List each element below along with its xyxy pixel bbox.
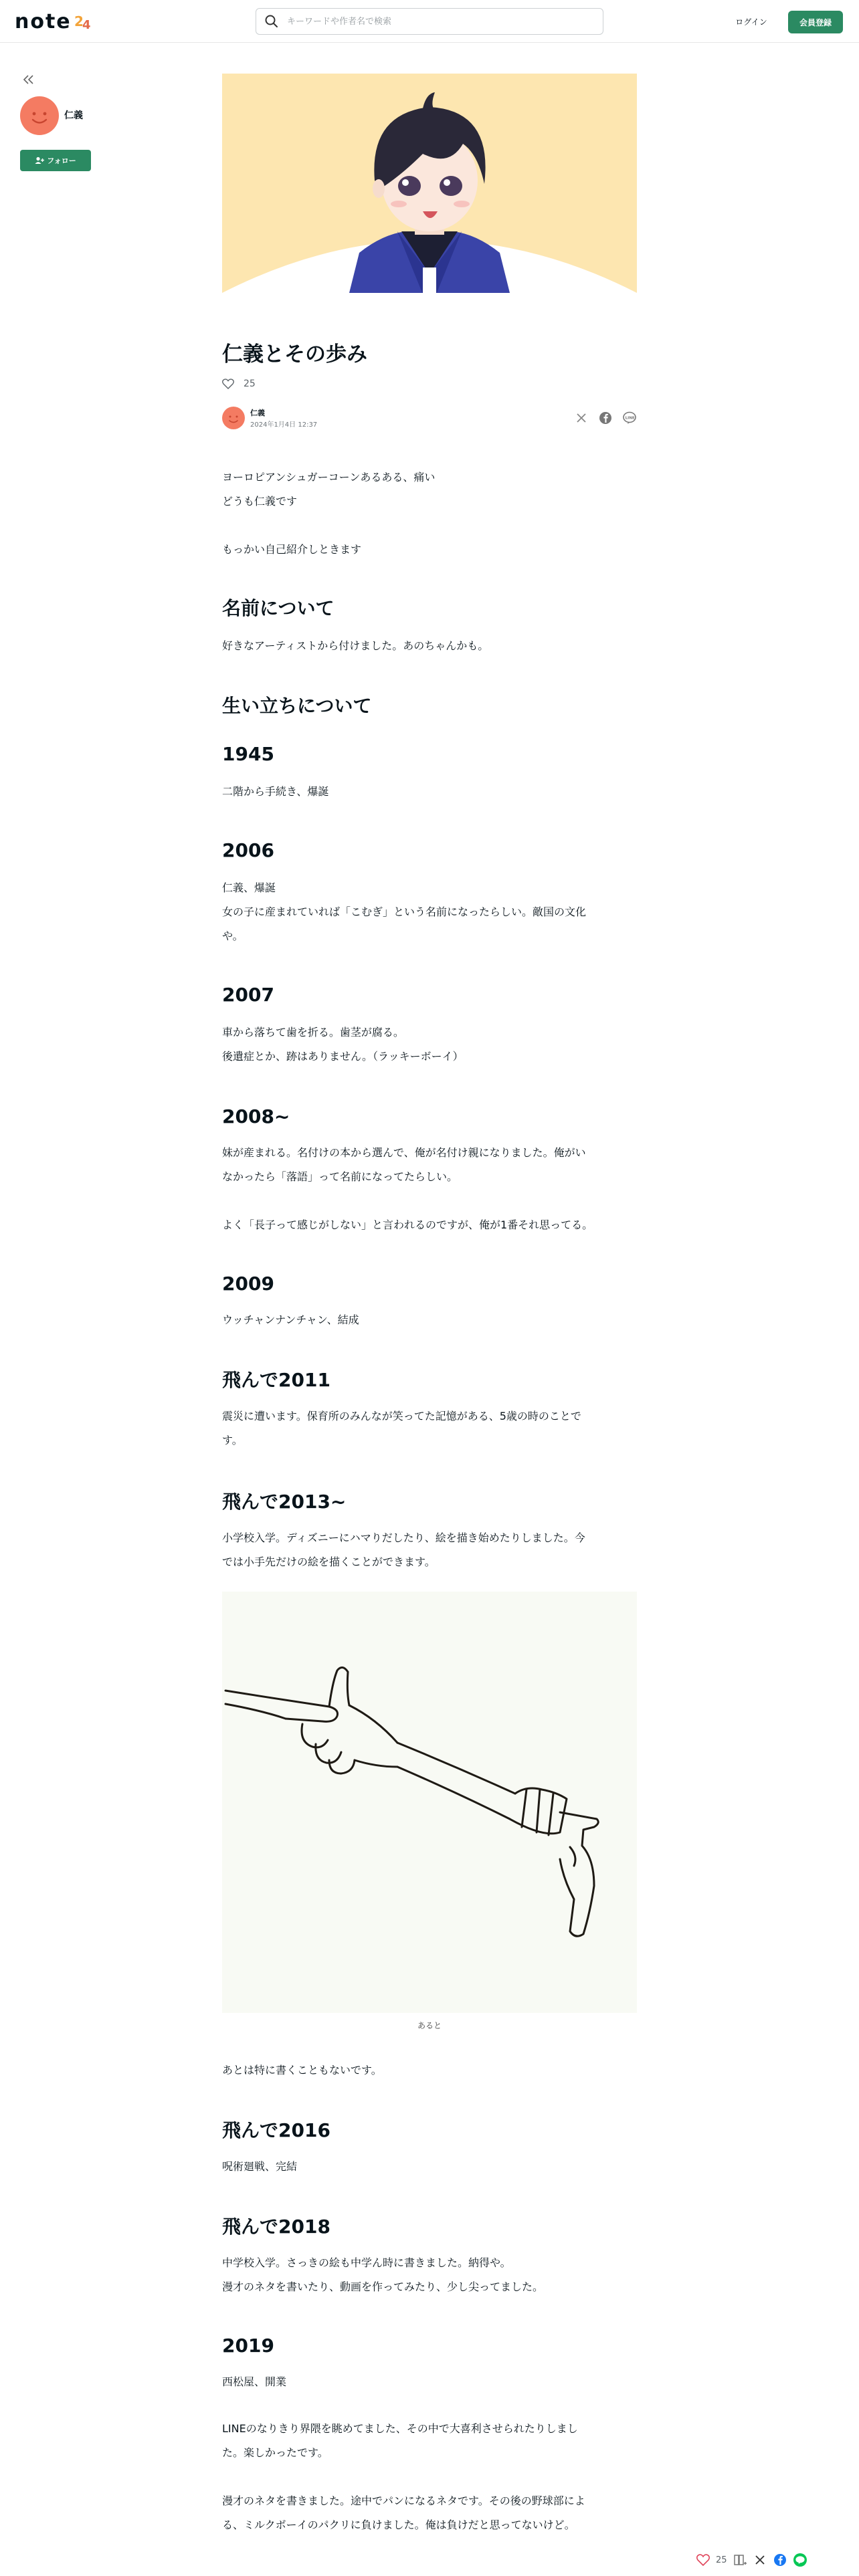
section-heading: 飛んで2018 <box>222 2216 330 2238</box>
sidebar-author-name[interactable]: 仁義 <box>64 110 83 121</box>
paragraph <box>222 2489 637 2537</box>
site-header <box>0 0 859 43</box>
paragraph <box>222 2251 637 2299</box>
article-title: 仁義とその歩み <box>222 342 367 366</box>
section-heading: 2019 <box>222 2335 274 2357</box>
section-heading: 飛んで2011 <box>222 1369 330 1391</box>
section-heading: 2006 <box>222 839 274 861</box>
paragraph-line: 震災に遭います。保育所のみんなが笑ってた記憶がある、5歳の時のことで <box>222 1410 581 1422</box>
search-input[interactable] <box>286 16 583 27</box>
paragraph <box>222 538 637 562</box>
character-illustration <box>222 74 637 293</box>
paragraph-line: なかったら「落語」って名前になってたらしい。 <box>222 1170 458 1183</box>
paragraph-line: 中学校入学。さっきの絵も中学ん時に書きました。納得や。 <box>222 2256 511 2269</box>
logo-mark-icon <box>73 10 96 33</box>
paragraph-line: 呪術廻戦、完結 <box>222 2160 298 2173</box>
heart-icon[interactable] <box>222 379 234 389</box>
magazine-add-icon[interactable] <box>733 2553 747 2567</box>
heart-icon[interactable] <box>696 2553 710 2567</box>
author-avatar[interactable] <box>20 96 59 135</box>
collapse-sidebar-icon[interactable] <box>21 72 36 87</box>
paragraph <box>222 1404 637 1453</box>
paragraph-line: 西松屋、開業 <box>222 2375 287 2388</box>
paragraph <box>222 2155 637 2179</box>
paragraph <box>222 1213 637 1237</box>
add-user-icon <box>35 156 44 165</box>
paragraph-line: 妹が産まれる。名付けの本から選んで、俺が名付け親になりました。俺がい <box>222 1146 586 1159</box>
section-heading: 飛んで2016 <box>222 2119 330 2141</box>
search-icon <box>264 14 279 29</box>
section-heading: 名前について <box>222 597 335 619</box>
image-caption: あると <box>417 2021 442 2030</box>
section-heading: 生い立ちについて <box>222 695 372 717</box>
author-avatar-small[interactable] <box>222 407 245 429</box>
paragraph-line: る、ミルクボーイのパクリに負けました。俺は負けだと思ってないけど。 <box>222 2518 575 2531</box>
paragraph-line: 女の子に産まれていれば「こむぎ」という名前になったらしい。敵国の文化 <box>222 905 587 918</box>
paragraph <box>222 1141 637 1189</box>
svg-text:2: 2 <box>74 13 84 29</box>
follow-button[interactable] <box>20 150 91 171</box>
search-box[interactable] <box>256 8 603 35</box>
svg-text:LINE: LINE <box>625 416 635 421</box>
paragraph <box>222 876 637 948</box>
paragraph-line: 漫才のネタを書いたり、動画を作ってみたり、少し尖ってました。 <box>222 2280 544 2293</box>
section-heading: 1945 <box>222 743 274 765</box>
paragraph <box>222 1308 637 1332</box>
paragraph-line: や。 <box>222 930 244 942</box>
paragraph-line: ヨーロピアンシュガーコーンあるある、痛い <box>222 471 436 484</box>
author-name[interactable]: 仁義 <box>250 409 265 417</box>
section-heading: 飛んで2013~ <box>222 1491 347 1513</box>
hand-sketch-illustration <box>222 1592 637 2013</box>
paragraph <box>222 465 637 514</box>
paragraph <box>222 780 637 804</box>
paragraph-line: 後遺症とか、跡はありません。（ラッキーボーイ） <box>222 1050 464 1063</box>
signup-button[interactable]: 会員登録 <box>788 11 843 33</box>
header-image <box>222 74 637 293</box>
author-row <box>222 407 637 431</box>
line-share-icon[interactable] <box>622 411 637 425</box>
paragraph-line: た。楽しかったです。 <box>222 2446 328 2459</box>
facebook-share-icon[interactable] <box>773 2553 787 2567</box>
publish-date: 2024年1月4日 12:37 <box>250 421 318 429</box>
logo-text: note <box>15 9 72 33</box>
bottom-action-bar <box>696 2549 807 2571</box>
section-heading: 2007 <box>222 984 274 1006</box>
paragraph-line: よく「長子って感じがしない」と言われるのですが、俺が1番それ思ってる。 <box>222 1218 593 1231</box>
paragraph-line: 仁義、爆誕 <box>222 881 276 894</box>
svg-text:4: 4 <box>82 18 91 32</box>
article-image[interactable] <box>222 1592 637 2013</box>
paragraph <box>222 2370 637 2394</box>
paragraph-line: 漫才のネタを書きました。途中でパンになるネタです。その後の野球部によ <box>222 2494 585 2507</box>
paragraph-line: 二階から手続き、爆誕 <box>222 785 329 798</box>
paragraph <box>222 1021 637 1069</box>
share-icons <box>574 411 637 425</box>
paragraph-line: LINEのなりきり界隈を眺めてました、その中で大喜利させられたりしまし <box>222 2422 578 2435</box>
login-button[interactable]: ログイン <box>727 12 776 31</box>
paragraph-line: どうも仁義です <box>222 495 298 508</box>
paragraph-line: 車から落ちて歯を折る。歯茎が腐る。 <box>222 1026 404 1039</box>
paragraph <box>222 2058 637 2082</box>
paragraph-line: あとは特に書くこともないです。 <box>222 2064 382 2076</box>
line-share-icon[interactable] <box>793 2553 807 2567</box>
paragraph <box>222 634 637 658</box>
x-share-icon[interactable] <box>753 2553 767 2567</box>
note-logo[interactable] <box>15 7 96 36</box>
paragraph-line: 小学校入学。ディズニーにハマりだしたり、絵を描き始めたりしました。今 <box>222 1531 585 1544</box>
paragraph-line: す。 <box>222 1434 243 1446</box>
paragraph-line: 好きなアーティストから付けました。あのちゃんかも。 <box>222 639 489 652</box>
paragraph-line: ウッチャンナンチャン、結成 <box>222 1313 359 1326</box>
paragraph-line: もっかい自己紹介しときます <box>222 543 362 556</box>
section-heading: 2008~ <box>222 1105 290 1128</box>
bottom-like-count[interactable]: 25 <box>716 2555 727 2565</box>
like-row <box>222 379 256 389</box>
section-heading: 2009 <box>222 1273 274 1295</box>
paragraph <box>222 1526 637 1574</box>
paragraph <box>222 2417 637 2465</box>
facebook-share-icon[interactable] <box>598 411 613 425</box>
x-share-icon[interactable] <box>574 411 589 425</box>
like-count[interactable]: 25 <box>244 379 256 389</box>
follow-label: フォロー <box>47 156 76 165</box>
paragraph-line: では小手先だけの絵を描くことができます。 <box>222 1555 436 1568</box>
